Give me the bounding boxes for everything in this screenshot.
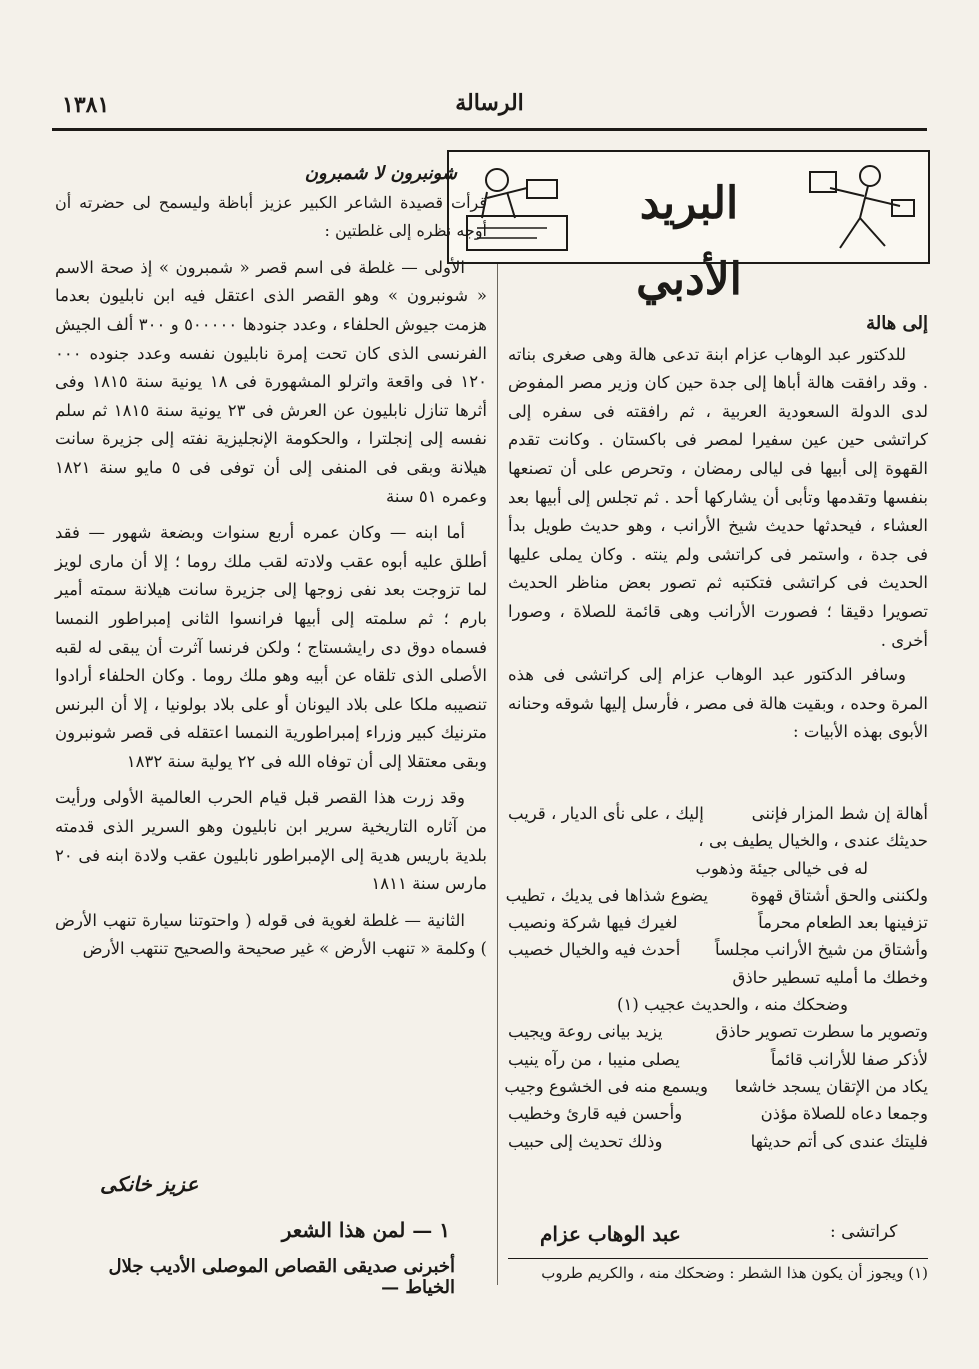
verse-hemistich: وأحسن فيه قارئ وخطيب: [508, 1104, 683, 1124]
verse-hemistich: وتصوير ما سطرت تصوير حاذق: [715, 1022, 928, 1042]
article-heading: إلى هالة: [866, 313, 928, 334]
article-paragraph: الأولى — غلطة فى اسم قصر « شمبرون » إذ صحة الاسم « شونبرون » وهو القصر الذى اعتقل فيه ابن نابليون بعدما هزمت جيوش الحلفاء ، وعدد جنودها ٥٠٠٠٠٠ و ٣٠٠ ألف الجيش الفرنسى الذى كان تحت إمرة نابليون نفسه وعدد جنوده ٠٠٠ ١٢٠ فى واقعة واترلو المشهورة فى ١٨ يونية سنة ١٨١٥ وفى أثرها تنازل نابليون عن العرش فى ٢٣ يونية سنة ١٨١٥ ثم سلم نفسه إلى إنجلترا ، والحكومة الإنجليزية نفته إلى جزيرة سانت هيلانة وبقى فى المنفى إلى أن توفى فى ٥ مايو سنة ١٨٢١ وعمره ٥١ سنة: [55, 257, 487, 506]
magazine-name: الرسالة: [455, 90, 524, 116]
poem-verse: [504, 1073, 928, 1100]
poem-verse: [508, 936, 928, 963]
poem-verse: [508, 1046, 928, 1073]
poem-verse: حديثك عندى ، والخيال يطيف بى ،: [698, 831, 928, 851]
verse-hemistich: تزفينها بعد الطعام محرماً: [758, 913, 928, 933]
author-signature: عزيز خانكى: [100, 1172, 199, 1196]
article-paragraph: وسافر الدكتور عبد الوهاب عزام إلى كراتشى فى هذه المرة وحده ، وبقيت هالة فى مصر ، فأرسل إليها شوقه وحنانه الأبوى بهذه الأبيات :: [508, 665, 928, 742]
courier-illustration-icon: [800, 158, 920, 256]
verse-hemistich: لغيرك فيها شركة ونصيب: [508, 913, 678, 933]
verse-hemistich: وذلك تحديث إلى حبيب: [508, 1131, 663, 1151]
poem-verse: وخطك ما أمليه تسطير حاذق: [732, 967, 928, 987]
article-intro: قرأت قصيدة الشاعر الكبير عزيز أباظة وليسمح لى حضرته أن أوجه نظره إلى غلطتين :: [55, 192, 487, 241]
footnote: (١) ويجوز أن يكون هذا الشطر : وضحكك منه ، والكريم طروب: [541, 1264, 928, 1282]
verse-hemistich: يصلى منيبا ، من رآه ينيب: [508, 1049, 680, 1069]
article-paragraph: للدكتور عبد الوهاب عزام ابنة تدعى هالة وهى صغرى بناته . وقد رافقت هالة أباها إلى جدة حين كان وزير مصر المفوض لدى الدولة السعودية العربية ، ثم رافقته فى سفره إلى كراتشى حين عين سفيرا لمصر فى باكستان . وكانت تقدم القهوة إلى أبيها فى ليالى رمضان ، وتحرص على أن تصنعها بنفسها وتقدمها وتأبى أن يشاركها أحد . ثم تجلس إلى أبيها بعد العشاء ، فيحدثها حديث شيخ الأرانب ، وهو حديث طويل بدأ فى جدة ، واستمر فى كراتشى ولم ينته . وكان يملى عليها الحديث فى كراتشى فتكتبه ثم تصور بعض مناظر الحديث تصويرا دقيقا ؛ فصورت الأرانب وهى قائمة للصلاة ، وصورا أخرى .: [508, 344, 928, 650]
verse-hemistich: يزيد بيانى روعة ويجيب: [508, 1022, 663, 1042]
next-article-line: أخبرنى صديقى القصاص الموصلى الأديب جلال الخياط —: [108, 1256, 455, 1298]
poem-verse: [508, 1018, 928, 1045]
poem-verse: [508, 1100, 928, 1127]
poem-verse: له فى خيالى جيئة وذهوب: [695, 858, 868, 878]
signature-place: كراتشى :: [830, 1222, 898, 1242]
verse-hemistich: إليك ، على نأى الديار ، قريب: [508, 804, 704, 823]
left-column: [55, 160, 487, 964]
article-heading: شونبرون لا شمبرون: [304, 163, 457, 184]
right-column: [508, 310, 928, 747]
verse-hemistich: ويسمع منه فى الخشوع وجيب: [504, 1076, 708, 1096]
poem-verse: [508, 909, 928, 936]
section-banner: [447, 150, 930, 305]
next-article-heading: ١ — لمن هذا الشعر: [281, 1218, 450, 1242]
article-paragraph: الثانية — غلطة لغوية فى قوله ( واحتوتنا سيارة تنهب الأرض ) وكلمة « تنهب الأرض » غير صحيحة والصحيح تنتهب الأرض: [55, 910, 487, 959]
poem-verse: [508, 800, 928, 827]
verse-hemistich: وأشتاق من شيخ الأرانب مجلساً: [714, 940, 928, 960]
poem-verse: [505, 882, 928, 909]
banner-title: البريد الأدبي: [636, 178, 742, 305]
page-number: ١٣٨١: [62, 92, 110, 118]
verse-hemistich: ولكننى والحق أشتاق قهوة: [750, 885, 928, 905]
poem-verse: وضحكك منه ، والحديث عجيب (١): [617, 995, 848, 1015]
verse-hemistich: أحدث فيه والخيال خصيب: [508, 940, 681, 960]
verse-hemistich: يكاد من الإتقان يسجد خاشعا: [734, 1076, 928, 1096]
verse-hemistich: يضوع شذاها فى يديك ، تطيب: [505, 885, 708, 905]
verse-hemistich: لأذكر صفا للأرانب قائماً: [770, 1049, 928, 1069]
article-paragraph: وقد زرت هذا القصر قبل قيام الحرب العالمية الأولى ورأيت من آثاره التاريخية سرير ابن نابليون وهو السرير الذى قدمته بلدية باريس هدية إلى الإمبراطور نابليون عقب ولادة ابنه فى ٢٠ مارس سنة ١٨١١: [55, 788, 487, 894]
page-header: [52, 90, 927, 131]
verse-hemistich: فليتك عندى كى أتم حديثها: [750, 1131, 928, 1151]
article-paragraph: أما ابنه — وكان عمره أربع سنوات وبضعة شهور — فقد أطلق عليه أبوه عقب ولادته لقب ملك روما ؛ إلا أن مارى لويز لما تزوجت بعد نفى زوجها إلى جزيرة سانت هيلانة سمته أمير بارم ؛ ثم سلمته إلى أبيها فرانسوا الثانى إمبراطور النمسا فسماه دوق دى رايشستاج ؛ ولكن فرنسا آثرت أن يبقى له لقبه الأصلى الذى تلقاه عن أبيه وهو ملك روما . وكان الحلفاء أرادوا تنصيبه ملكا على بلاد اليونان أو على بلاد بولونيا ، إلا أن البرنس مترنيك كبير وزراء إمبراطورية النمسا اعتقله فى قصر شونبرون وبقى معتقلا إلى أن توفاه الله فى ٢٢ يولية سنة ١٨٣٢: [55, 523, 487, 771]
footnote-divider: [508, 1258, 928, 1259]
poem: [504, 800, 928, 1155]
verse-hemistich: وجمعا دعاه للصلاة مؤذن: [760, 1104, 928, 1124]
poem-verse: [508, 1128, 928, 1155]
author-signature: عبد الوهاب عزام: [540, 1222, 681, 1246]
verse-hemistich: أهالة إن شط المزار فإننى: [751, 804, 928, 823]
column-divider: [497, 150, 498, 1285]
